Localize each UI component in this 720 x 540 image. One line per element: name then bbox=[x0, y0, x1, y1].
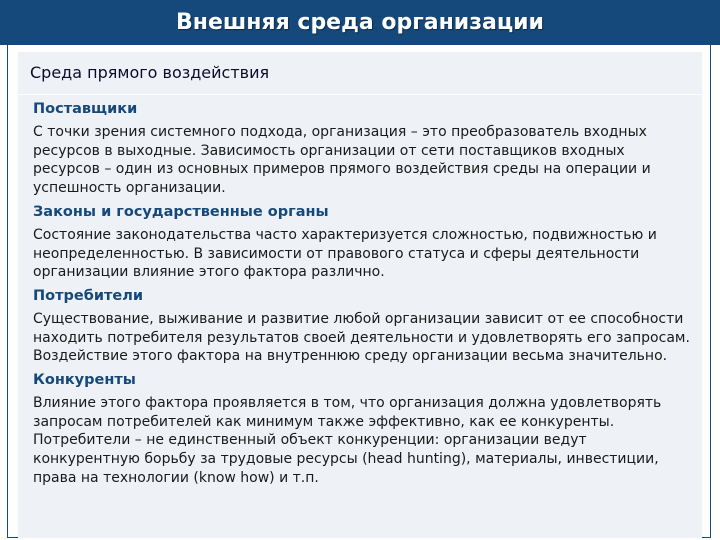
text-competitors: Влияние этого фактора проявляется в том, что организация должна удовлетворять запросам потребителей как минимум также эффективно, как ее конкуренты. Потребители – не единственный объект конкуренции: организации ведут конкурентную борьбу за трудовые ресурсы (head hunting), материалы, инвестиции, права на технологии (know how) и т.п. bbox=[33, 395, 662, 486]
heading-competitors: Конкуренты bbox=[33, 372, 136, 389]
title-bar bbox=[0, 0, 720, 45]
subtitle: Среда прямого воздействия bbox=[30, 63, 270, 82]
content bbox=[33, 100, 693, 493]
text-suppliers: С точки зрения системного подхода, организация – это преобразователь входных ресурсов в выходные. Зависимость организации от сети поставщиков входных ресурсов – один из основных примеров прямого воздействия среды на операции и успешность организации. bbox=[33, 124, 651, 197]
heading-consumers: Потребители bbox=[33, 287, 144, 304]
text-consumers: Существование, выживание и развитие любой организации зависит от ее способности находить потребителя результатов своей деятельности и удовлетворять его запросам. Воздействие этого фактора на внутреннюю среду организации весьма значительно. bbox=[33, 310, 690, 365]
heading-laws: Законы и государственные органы bbox=[33, 203, 329, 220]
text-laws: Состояние законодательства часто характеризуется сложностью, подвижностью и неопределенностью. В зависимости от правового статуса и сферы деятельности организации влияние этого фактора различно. bbox=[33, 226, 657, 281]
heading-suppliers: Поставщики bbox=[33, 101, 138, 117]
page-title: Внешняя среда организации bbox=[176, 10, 544, 35]
